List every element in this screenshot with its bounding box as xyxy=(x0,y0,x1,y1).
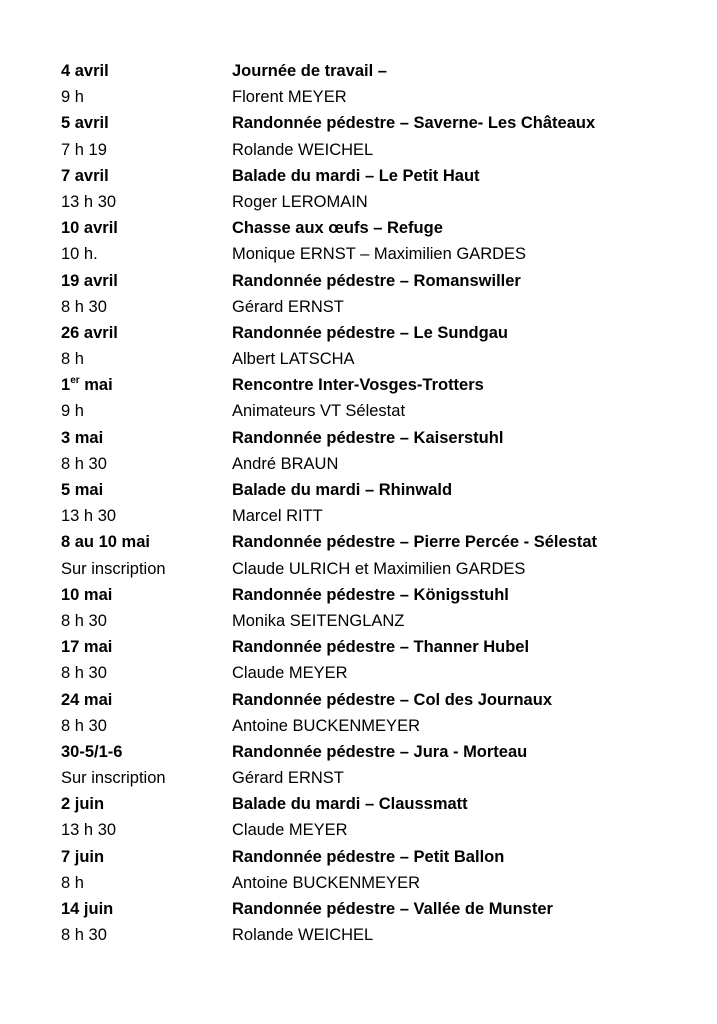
event-title-row xyxy=(61,58,681,84)
event-time: 8 h 30 xyxy=(61,926,107,945)
event-leader: Albert LATSCHA xyxy=(232,350,355,369)
event-title-row xyxy=(61,791,681,817)
event-time: 13 h 30 xyxy=(61,821,117,840)
event-detail-row xyxy=(61,189,681,215)
event-detail-row xyxy=(61,398,681,424)
event-leader: Monique ERNST – Maximilien GARDES xyxy=(232,245,527,264)
event-detail-row xyxy=(61,137,681,163)
event-title: Randonnée pédestre – Vallée de Munster xyxy=(232,900,553,918)
event-date-text: 5 avril xyxy=(61,114,109,133)
event-title-row xyxy=(61,529,681,555)
schedule-entry xyxy=(61,739,681,791)
event-title-row xyxy=(61,320,681,346)
schedule-entry xyxy=(61,425,681,477)
event-title: Randonnée pédestre – Petit Ballon xyxy=(232,847,505,866)
event-leader: André BRAUN xyxy=(232,454,339,473)
event-title-row xyxy=(61,896,681,922)
event-date-text: 30-5/1-6 xyxy=(61,742,123,761)
event-title-row xyxy=(61,634,681,660)
event-date xyxy=(61,791,232,817)
event-detail-row xyxy=(61,608,681,634)
event-date xyxy=(61,320,232,346)
event-detail-row xyxy=(61,817,681,843)
event-detail-row xyxy=(61,870,681,896)
schedule-entry xyxy=(61,215,681,267)
event-date-text: 4 avril xyxy=(61,62,109,80)
event-title: Randonnée pédestre – Col des Journaux xyxy=(232,690,552,709)
schedule-entry xyxy=(61,529,681,581)
schedule-entry xyxy=(61,896,681,948)
event-title-row xyxy=(61,215,681,241)
event-date-text: 26 avril xyxy=(61,323,118,342)
event-detail-row xyxy=(61,765,681,791)
event-date-ordinal: er xyxy=(70,375,80,387)
event-detail-row xyxy=(61,660,681,686)
event-title: Randonnée pédestre – Romanswiller xyxy=(232,271,521,290)
event-detail-row xyxy=(61,346,681,372)
event-leader: Monika SEITENGLANZ xyxy=(232,611,405,630)
event-title-row xyxy=(61,425,681,451)
event-date-text: 3 mai xyxy=(61,428,104,447)
event-leader: Gérard ERNST xyxy=(232,769,344,788)
event-leader: Animateurs VT Sélestat xyxy=(232,402,406,421)
event-date xyxy=(61,268,232,294)
event-date-text: 19 avril xyxy=(61,271,118,290)
event-title: Journée de travail – xyxy=(232,62,387,80)
event-title: Rencontre Inter-Vosges-Trotters xyxy=(232,376,484,395)
event-date xyxy=(61,634,232,660)
event-date xyxy=(61,58,232,84)
event-date xyxy=(61,163,232,189)
event-date xyxy=(61,215,232,241)
event-detail-row xyxy=(61,451,681,477)
event-time: Sur inscription xyxy=(61,559,166,578)
event-leader: Claude ULRICH et Maximilien GARDES xyxy=(232,559,526,578)
schedule-entry xyxy=(61,791,681,843)
event-leader: Marcel RITT xyxy=(232,507,323,526)
event-date-text: 17 mai xyxy=(61,638,113,657)
event-date xyxy=(61,529,232,555)
schedule-entry xyxy=(61,110,681,162)
event-detail-row xyxy=(61,294,681,320)
schedule-entry xyxy=(61,268,681,320)
event-title-row xyxy=(61,268,681,294)
event-detail-row xyxy=(61,241,681,267)
event-leader: Claude MEYER xyxy=(232,664,348,683)
event-date-text: 8 au 10 mai xyxy=(61,533,150,552)
event-leader: Florent MEYER xyxy=(232,88,347,107)
event-date xyxy=(61,687,232,713)
event-title: Randonnée pédestre – Königsstuhl xyxy=(232,585,509,604)
event-time: 8 h 30 xyxy=(61,454,107,473)
event-date-text: 10 mai xyxy=(61,585,113,604)
event-leader: Antoine BUCKENMEYER xyxy=(232,873,420,892)
event-title: Randonnée pédestre – Kaiserstuhl xyxy=(232,428,504,447)
event-title-row xyxy=(61,110,681,136)
event-detail-row xyxy=(61,713,681,739)
schedule-entry xyxy=(61,372,681,424)
schedule xyxy=(61,58,681,948)
event-date xyxy=(61,896,232,922)
schedule-entry xyxy=(61,320,681,372)
event-time: 13 h 30 xyxy=(61,192,117,211)
event-date xyxy=(61,477,232,503)
event-leader: Gérard ERNST xyxy=(232,297,344,316)
event-title: Balade du mardi – Claussmatt xyxy=(232,795,468,814)
event-date-text: 7 avril xyxy=(61,166,109,185)
event-title-row xyxy=(61,739,681,765)
event-detail-row xyxy=(61,84,681,110)
event-time: 10 h. xyxy=(61,245,98,264)
event-detail-row xyxy=(61,922,681,948)
event-time: 8 h xyxy=(61,873,84,892)
event-date-text: 5 mai xyxy=(61,481,104,499)
event-time: 13 h 30 xyxy=(61,507,117,526)
event-time: 7 h 19 xyxy=(61,140,107,159)
event-title-row xyxy=(61,687,681,713)
event-leader: Rolande WEICHEL xyxy=(232,926,374,945)
schedule-entry xyxy=(61,844,681,896)
event-time: 9 h xyxy=(61,402,84,421)
event-leader: Roger LEROMAIN xyxy=(232,192,368,211)
event-time: 8 h 30 xyxy=(61,716,107,735)
event-date xyxy=(61,844,232,870)
schedule-entry xyxy=(61,687,681,739)
event-leader: Antoine BUCKENMEYER xyxy=(232,716,420,735)
event-title: Chasse aux œufs – Refuge xyxy=(232,219,443,238)
event-time: 8 h 30 xyxy=(61,611,107,630)
event-title-row xyxy=(61,477,681,503)
event-date-text: 14 juin xyxy=(61,900,114,918)
event-title: Randonnée pédestre – Pierre Percée - Sélestat xyxy=(232,533,597,552)
schedule-entry xyxy=(61,477,681,529)
schedule-entry xyxy=(61,582,681,634)
event-time: Sur inscription xyxy=(61,769,166,788)
event-title: Randonnée pédestre – Saverne- Les Châteaux xyxy=(232,114,596,133)
event-date-text: 10 avril xyxy=(61,219,118,238)
schedule-entry xyxy=(61,58,681,110)
event-date xyxy=(61,739,232,765)
schedule-entry xyxy=(61,163,681,215)
event-date xyxy=(61,582,232,608)
event-title: Randonnée pédestre – Jura - Morteau xyxy=(232,742,528,761)
event-title: Randonnée pédestre – Le Sundgau xyxy=(232,323,508,342)
event-detail-row xyxy=(61,556,681,582)
event-leader: Claude MEYER xyxy=(232,821,348,840)
event-date-text: 7 juin xyxy=(61,847,105,866)
event-title: Balade du mardi – Le Petit Haut xyxy=(232,166,480,185)
event-date-text: 24 mai xyxy=(61,690,113,709)
event-detail-row xyxy=(61,503,681,529)
event-date xyxy=(61,372,232,398)
event-title-row xyxy=(61,372,681,398)
event-title-row xyxy=(61,163,681,189)
event-time: 8 h 30 xyxy=(61,297,107,316)
event-date-text: 1 xyxy=(61,376,71,395)
event-date xyxy=(61,425,232,451)
event-time: 8 h xyxy=(61,350,84,369)
event-time: 8 h 30 xyxy=(61,664,107,683)
schedule-entry xyxy=(61,634,681,686)
event-title-row xyxy=(61,582,681,608)
event-title: Randonnée pédestre – Thanner Hubel xyxy=(232,638,530,657)
event-date xyxy=(61,110,232,136)
event-title-row xyxy=(61,844,681,870)
event-date-month: mai xyxy=(79,376,113,395)
event-title: Balade du mardi – Rhinwald xyxy=(232,481,453,499)
event-time: 9 h xyxy=(61,88,84,107)
event-date-text: 2 juin xyxy=(61,795,105,814)
event-leader: Rolande WEICHEL xyxy=(232,140,374,159)
